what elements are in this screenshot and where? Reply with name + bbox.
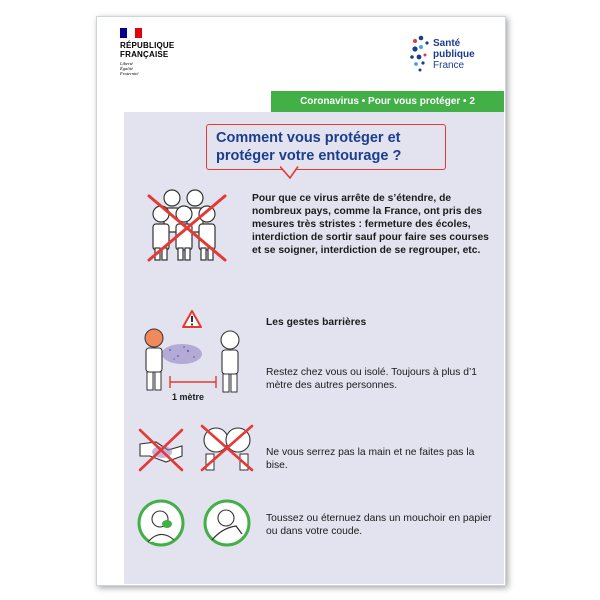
one-meter-label: 1 mètre bbox=[172, 392, 205, 402]
page-title: Comment vous protéger et protéger votre entourage ? bbox=[216, 130, 402, 164]
republique-francaise-label: RÉPUBLIQUE FRANÇAISE bbox=[120, 41, 175, 59]
poster-header bbox=[97, 17, 505, 91]
cough-tissue-icon bbox=[136, 498, 186, 548]
marianne-flag-icon bbox=[120, 28, 142, 38]
crossed-kiss-icon bbox=[198, 422, 256, 474]
crossed-group-icon bbox=[145, 186, 235, 264]
greeting-text: Ne vous serrez pas la main et ne faites pas la bise. bbox=[266, 447, 475, 471]
cough-elbow-icon bbox=[202, 498, 252, 548]
intro-paragraph: Pour que ce virus arrête de s’étendre, de nombreux pays, comme la France, ont pris des mesures très stristes : fermeture des écoles, interdiction de sortir sauf pour faire ses courses et se soigner, interdiction de se regrouper, etc. bbox=[252, 193, 489, 256]
spf-wordmark bbox=[433, 38, 475, 71]
sneeze-distance-icon bbox=[138, 326, 248, 396]
speech-bubble-tail-icon bbox=[280, 166, 320, 180]
spf-line-1: Santé bbox=[433, 38, 461, 49]
spf-line-2: publique bbox=[433, 49, 475, 60]
gestures-heading: Les gestes barrières bbox=[266, 317, 367, 328]
crossed-handshake-icon bbox=[136, 424, 186, 474]
distance-text: Restez chez vous ou isolé. Toujours à plus d’1 mètre des autres personnes. bbox=[266, 367, 478, 391]
spf-line-3: France bbox=[433, 60, 465, 71]
coronavirus-banner: Coronavirus • Pour vous protéger • 2 bbox=[271, 91, 504, 112]
republic-motto: Liberté Égalité Fraternité bbox=[120, 61, 139, 76]
cough-text: Toussez ou éternuez dans un mouchoir en papier ou dans votre coude. bbox=[266, 513, 492, 537]
